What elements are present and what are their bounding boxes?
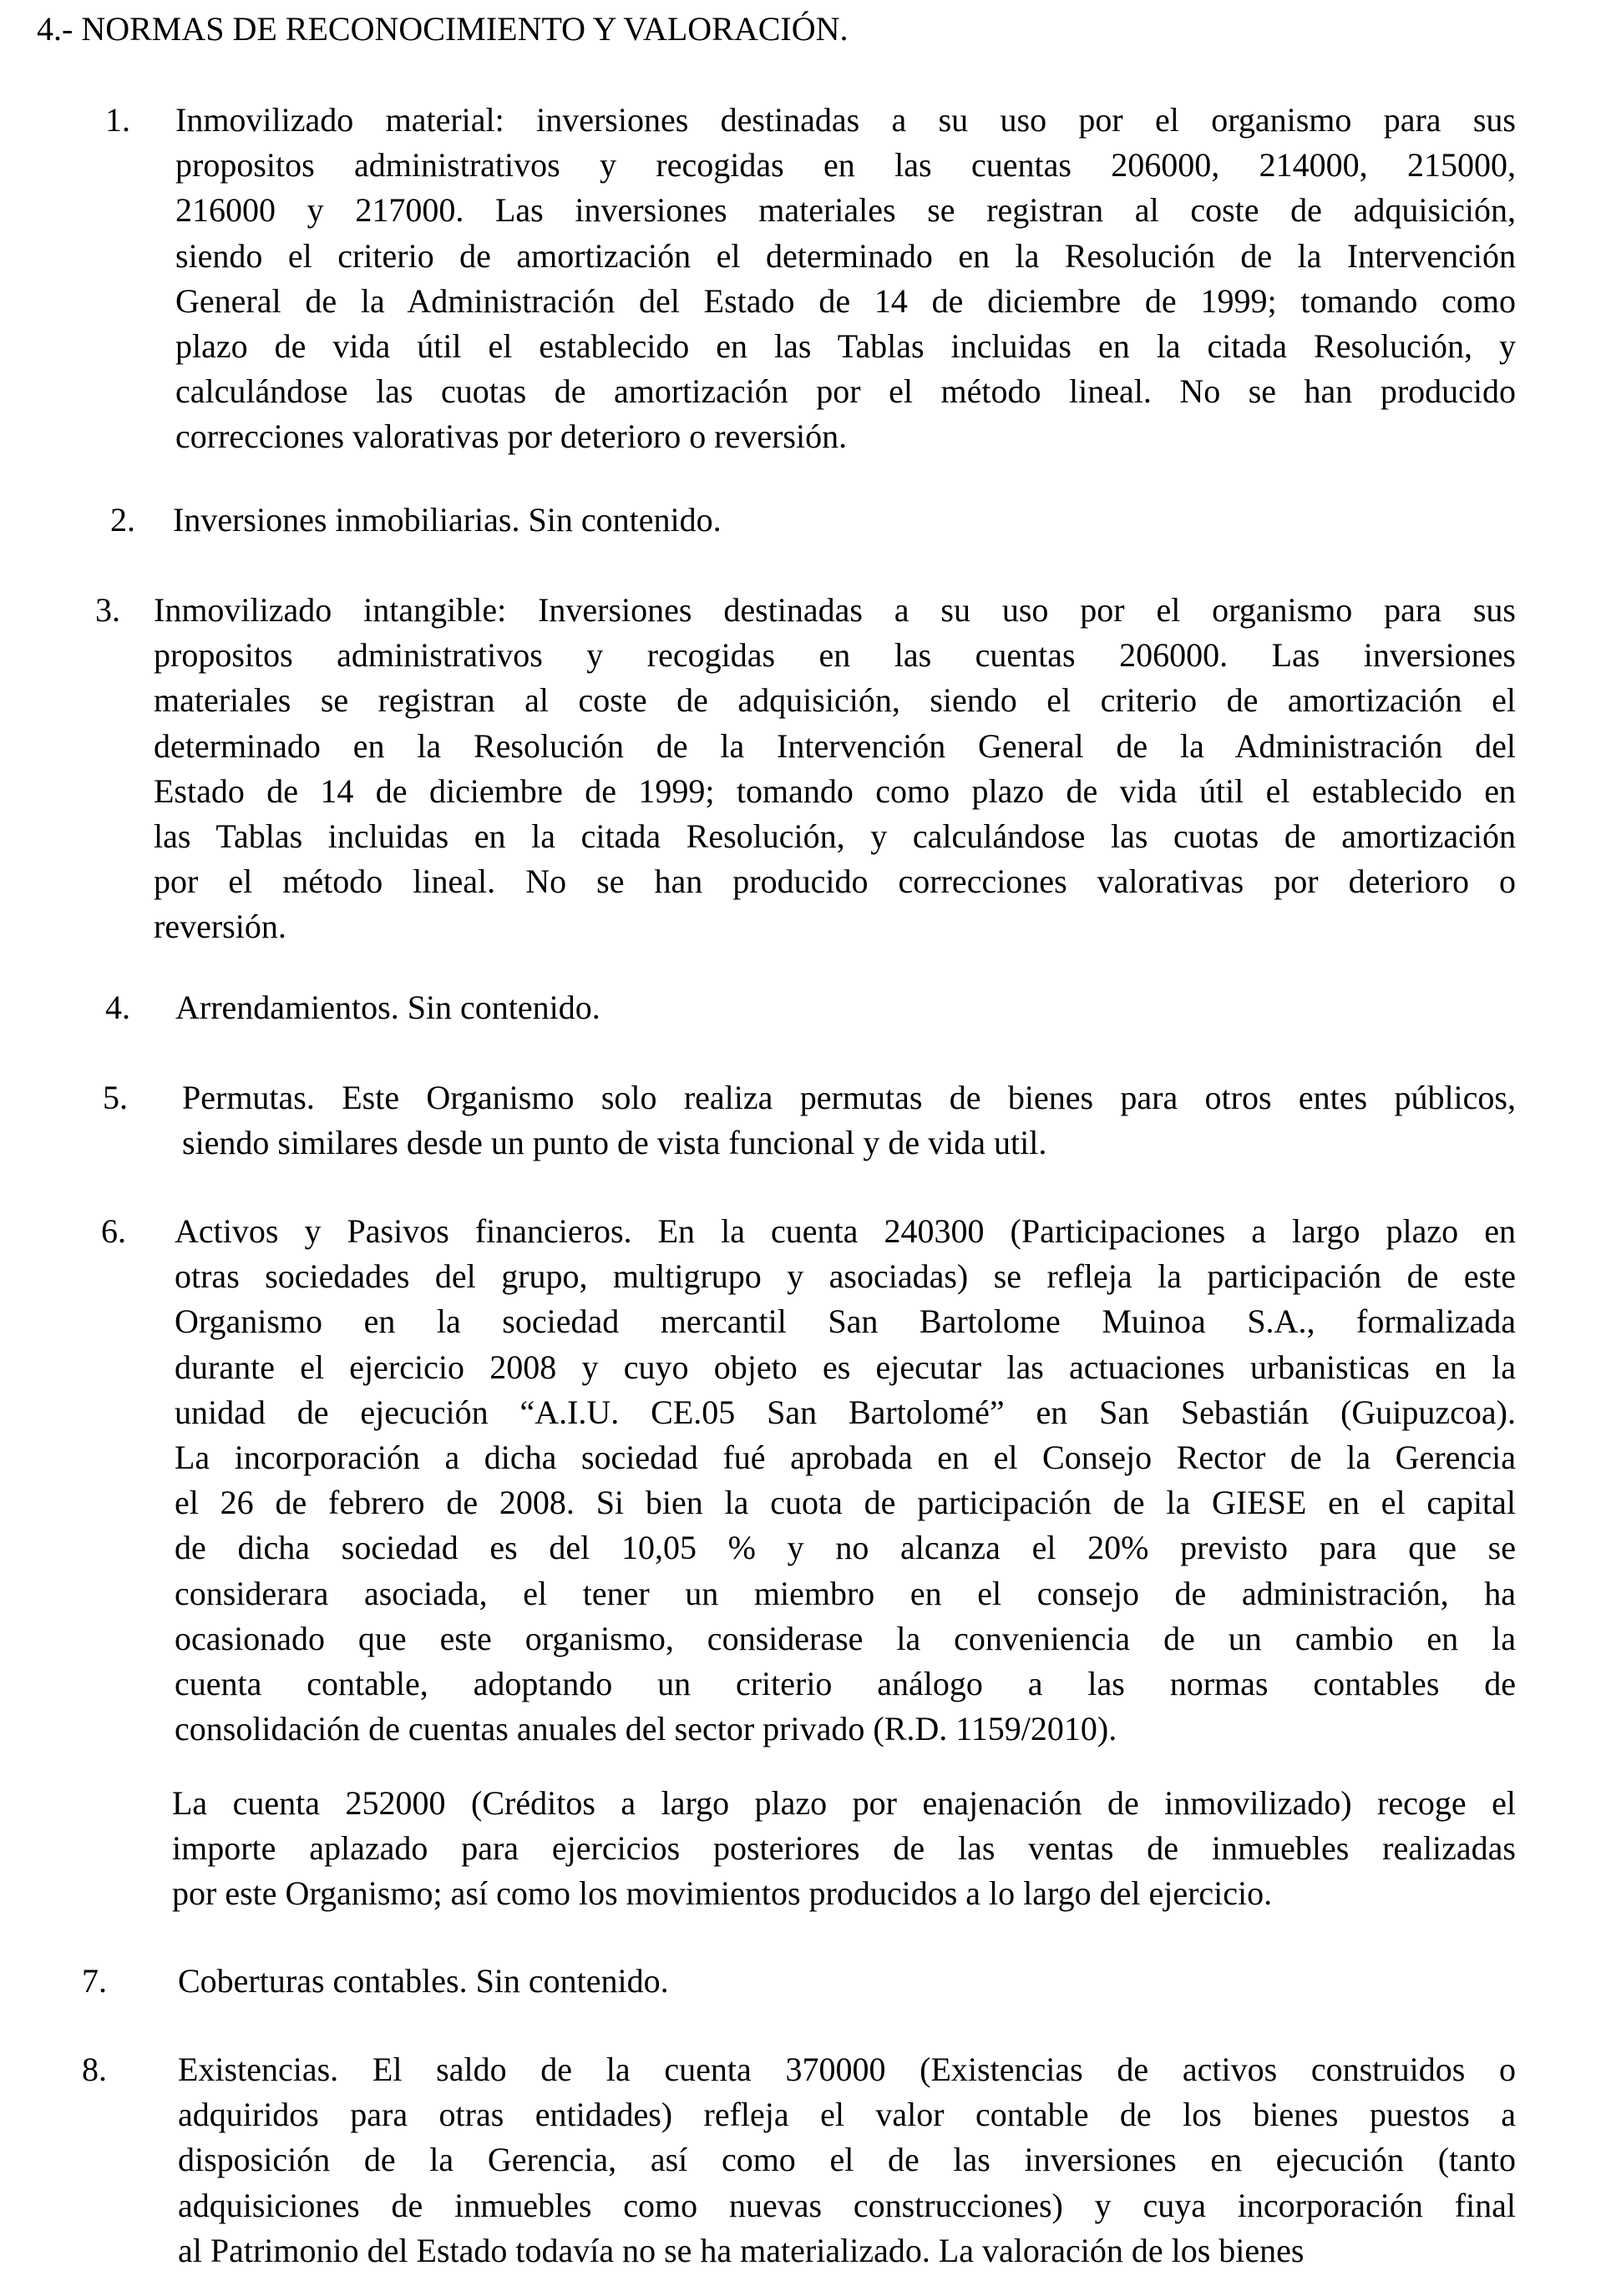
item-text-line: siendo similares desde un punto de vista funcional y de vida util. [182,1124,1047,1162]
item-text-line: otras sociedades del grupo, multigrupo y asociadas) se refleja la participación de este [175,1257,1516,1296]
item-text-line: Estado de 14 de diciembre de 1999; tomando como plazo de vida útil el establecido en [154,771,1516,810]
item-number: 5. [103,1079,128,1116]
item-text-line: considerara asociada, el tener un miembro en el consejo de administración, ha [175,1574,1516,1612]
item-text-line: propositos administrativos y recogidas en las cuentas 206000, 214000, 215000, [175,146,1516,185]
item-text-line: La incorporación a dicha sociedad fué aprobada en el Consejo Rector de la Gerencia [175,1439,1516,1476]
item-text-line: Arrendamientos. Sin contenido. [175,989,600,1026]
item-text-line: La cuenta 252000 (Créditos a largo plazo por enajenación de inmovilizado) recoge el [172,1784,1516,1822]
item-text-line: durante el ejercicio 2008 y cuyo objeto es ejecutar las actuaciones urbanisticas en la [175,1348,1516,1386]
item-number: 6. [101,1212,126,1250]
item-text-line: Activos y Pasivos financieros. En la cuenta 240300 (Participaciones a largo plazo en [175,1212,1516,1250]
item-number: 2. [110,501,135,539]
item-text-line: cuenta contable, adoptando un criterio análogo a las normas contables de [175,1665,1516,1702]
item-number: 7. [82,1962,107,2000]
item-text-line: de dicha sociedad es del 10,05 % y no alcanza el 20% previsto para que se [175,1529,1516,1567]
item-text-line: al Patrimonio del Estado todavía no se ha materializado. La valoración de los bienes [178,2231,1305,2269]
item-text-line: adquiridos para otras entidades) refleja el valor contable de los bienes puestos a [178,2096,1516,2134]
item-text-line: calculándose las cuotas de amortización por el método lineal. No se han producido [175,372,1516,411]
item-text-line: consolidación de cuentas anuales del sector privado (R.D. 1159/2010). [175,1710,1117,1748]
item-text-line: correcciones valorativas por deterioro o reversión. [175,417,848,456]
item-text-line: 216000 y 217000. Las inversiones materiales se registran al coste de adquisición, [175,191,1516,230]
item-text-line: reversión. [154,908,286,946]
item-text-line: unidad de ejecución “A.I.U. CE.05 San Bartolomé” en San Sebastián (Guipuzcoa). [175,1393,1516,1431]
item-text-line: siendo el criterio de amortización el determinado en la Resolución de la Intervención [175,236,1516,275]
item-text-line: disposición de la Gerencia, así como el de las inversiones en ejecución (tanto [178,2141,1516,2179]
item-text-line: por este Organismo; así como los movimientos producidos a lo largo del ejercicio. [172,1874,1273,1913]
item-text-line: propositos administrativos y recogidas en las cuentas 206000. Las inversiones [154,636,1516,675]
item-text-line: Inmovilizado material: inversiones destinadas a su uso por el organismo para sus [175,101,1516,139]
item-text-line: materiales se registran al coste de adquisición, siendo el criterio de amortización el [154,681,1516,720]
item-text-line: determinado en la Resolución de la Intervención General de la Administración del [154,726,1516,765]
item-number: 4. [105,989,130,1026]
item-text-line: Coberturas contables. Sin contenido. [178,1962,669,2000]
item-text-line: plazo de vida útil el establecido en las Tablas incluidas en la citada Resolución, y [175,327,1516,365]
item-number: 8. [82,2051,107,2088]
item-text-line: por el método lineal. No se han producido correcciones valorativas por deterioro o [154,862,1516,901]
item-number: 3. [95,591,120,629]
item-text-line: Organismo en la sociedad mercantil San Bartolome Muinoa S.A., formalizada [175,1302,1516,1341]
item-text-line: Permutas. Este Organismo solo realiza permutas de bienes para otros entes públicos, [182,1079,1516,1116]
item-text-line: importe aplazado para ejercicios posteriores de las ventas de inmuebles realizadas [172,1829,1516,1868]
item-text-line: adquisiciones de inmuebles como nuevas construcciones) y cuya incorporación final [178,2186,1516,2224]
item-text-line: General de la Administración del Estado de 14 de diciembre de 1999; tomando como [175,281,1516,320]
item-text-line: Inversiones inmobiliarias. Sin contenido. [173,501,722,539]
item-text-line: el 26 de febrero de 2008. Si bien la cuota de participación de la GIESE en el capital [175,1484,1516,1522]
section-heading: 4.- NORMAS DE RECONOCIMIENTO Y VALORACIÓN. [37,10,849,48]
item-text-line: las Tablas incluidas en la citada Resolución, y calculándose las cuotas de amortización [154,817,1516,855]
item-text-line: Inmovilizado intangible: Inversiones destinadas a su uso por el organismo para sus [154,591,1516,629]
item-number: 1. [105,101,130,139]
item-text-line: ocasionado que este organismo, considerase la conveniencia de un cambio en la [175,1619,1516,1657]
item-text-line: Existencias. El saldo de la cuenta 370000 (Existencias de activos construidos o [178,2051,1516,2088]
